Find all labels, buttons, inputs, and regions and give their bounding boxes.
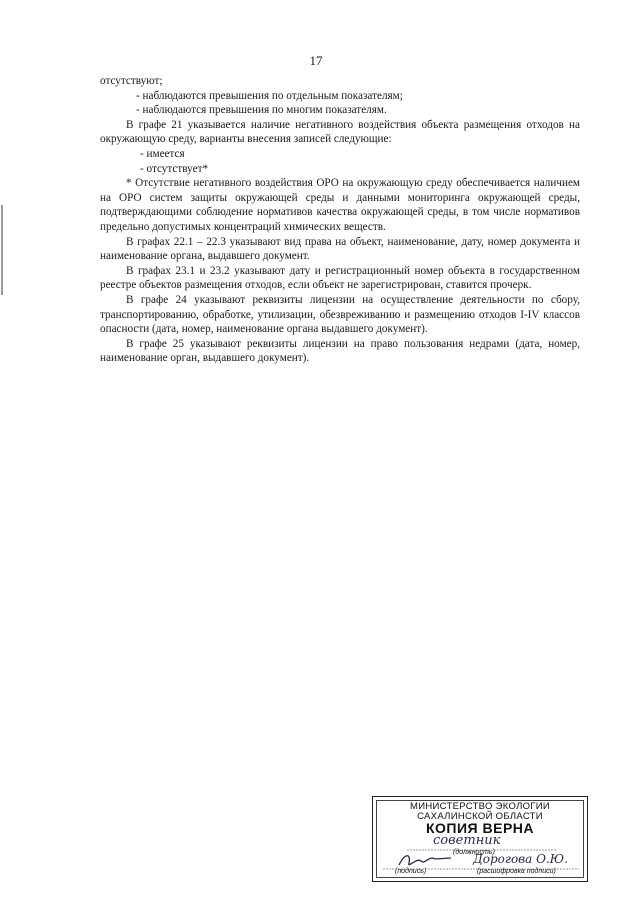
list-item: - отсутствует* — [140, 162, 209, 175]
paragraph: В графах 23.1 и 23.2 указывают дату и регистрационный номер объекта в государственном реестре объектов размещения отходов, если объект не зарегистрирован, ставится прочерк. — [100, 264, 580, 292]
paragraph: В графах 22.1 – 22.3 указывают вид права на объект, наименование, дату, номер документа и наименование органа, выдавшего документ. — [100, 235, 580, 263]
handwritten-name: Дорогова О.Ю. — [473, 852, 568, 866]
list-item: - наблюдаются превышения по многим показателям. — [136, 104, 387, 117]
handwritten-position: советник — [433, 833, 501, 848]
paragraph: отсутствуют; — [100, 75, 163, 87]
stamp-org-line2: САХАЛИНСКОЙ ОБЛАСТИ — [417, 811, 543, 822]
stamp-org-line1: МИНИСТЕРСТВО ЭКОЛОГИИ — [409, 801, 550, 812]
footnote-paragraph: * Отсутствие негативного воздействия ОРО на окружающую среду обеспечивается наличием на ОРО систем защиты окружающей среды и данными мониторинга окружающей среды, подтверждающими соблюдение нормативов качества окружающей среды, в том числе нормативов предельно допустимых концентраций химических веществ. — [100, 177, 580, 233]
position-caption: (должность) — [453, 849, 495, 856]
margin-mark — [1, 205, 3, 295]
document-body — [100, 74, 580, 366]
name-caption: (расшифровка подписи) — [477, 868, 556, 875]
paragraph: В графе 21 указывается наличие негативного воздействия объекта размещения отходов на окружающую среду, варианты внесения записей следующие: — [100, 118, 580, 146]
list-item: - наблюдаются превышения по отдельным показателям; — [136, 89, 403, 102]
signature-caption: (подпись) — [395, 868, 427, 875]
list-item: - имеется — [140, 147, 185, 160]
paragraph: В графе 25 указывают реквизиты лицензии на право пользования недрами (дата, номер, наименование орган, выдавшего документ). — [100, 337, 580, 365]
paragraph: В графе 24 указывают реквизиты лицензии на осуществление деятельности по сбору, транспортированию, обработке, утилизации, обезвреживанию и размещению отходов I-IV классов опасности (дата, номер, наименование органа выдавшего документ). — [100, 293, 580, 336]
stamp-title: КОПИЯ ВЕРНА — [425, 820, 535, 836]
page-number: 17 — [309, 53, 323, 68]
copy-certification-stamp — [372, 796, 588, 882]
